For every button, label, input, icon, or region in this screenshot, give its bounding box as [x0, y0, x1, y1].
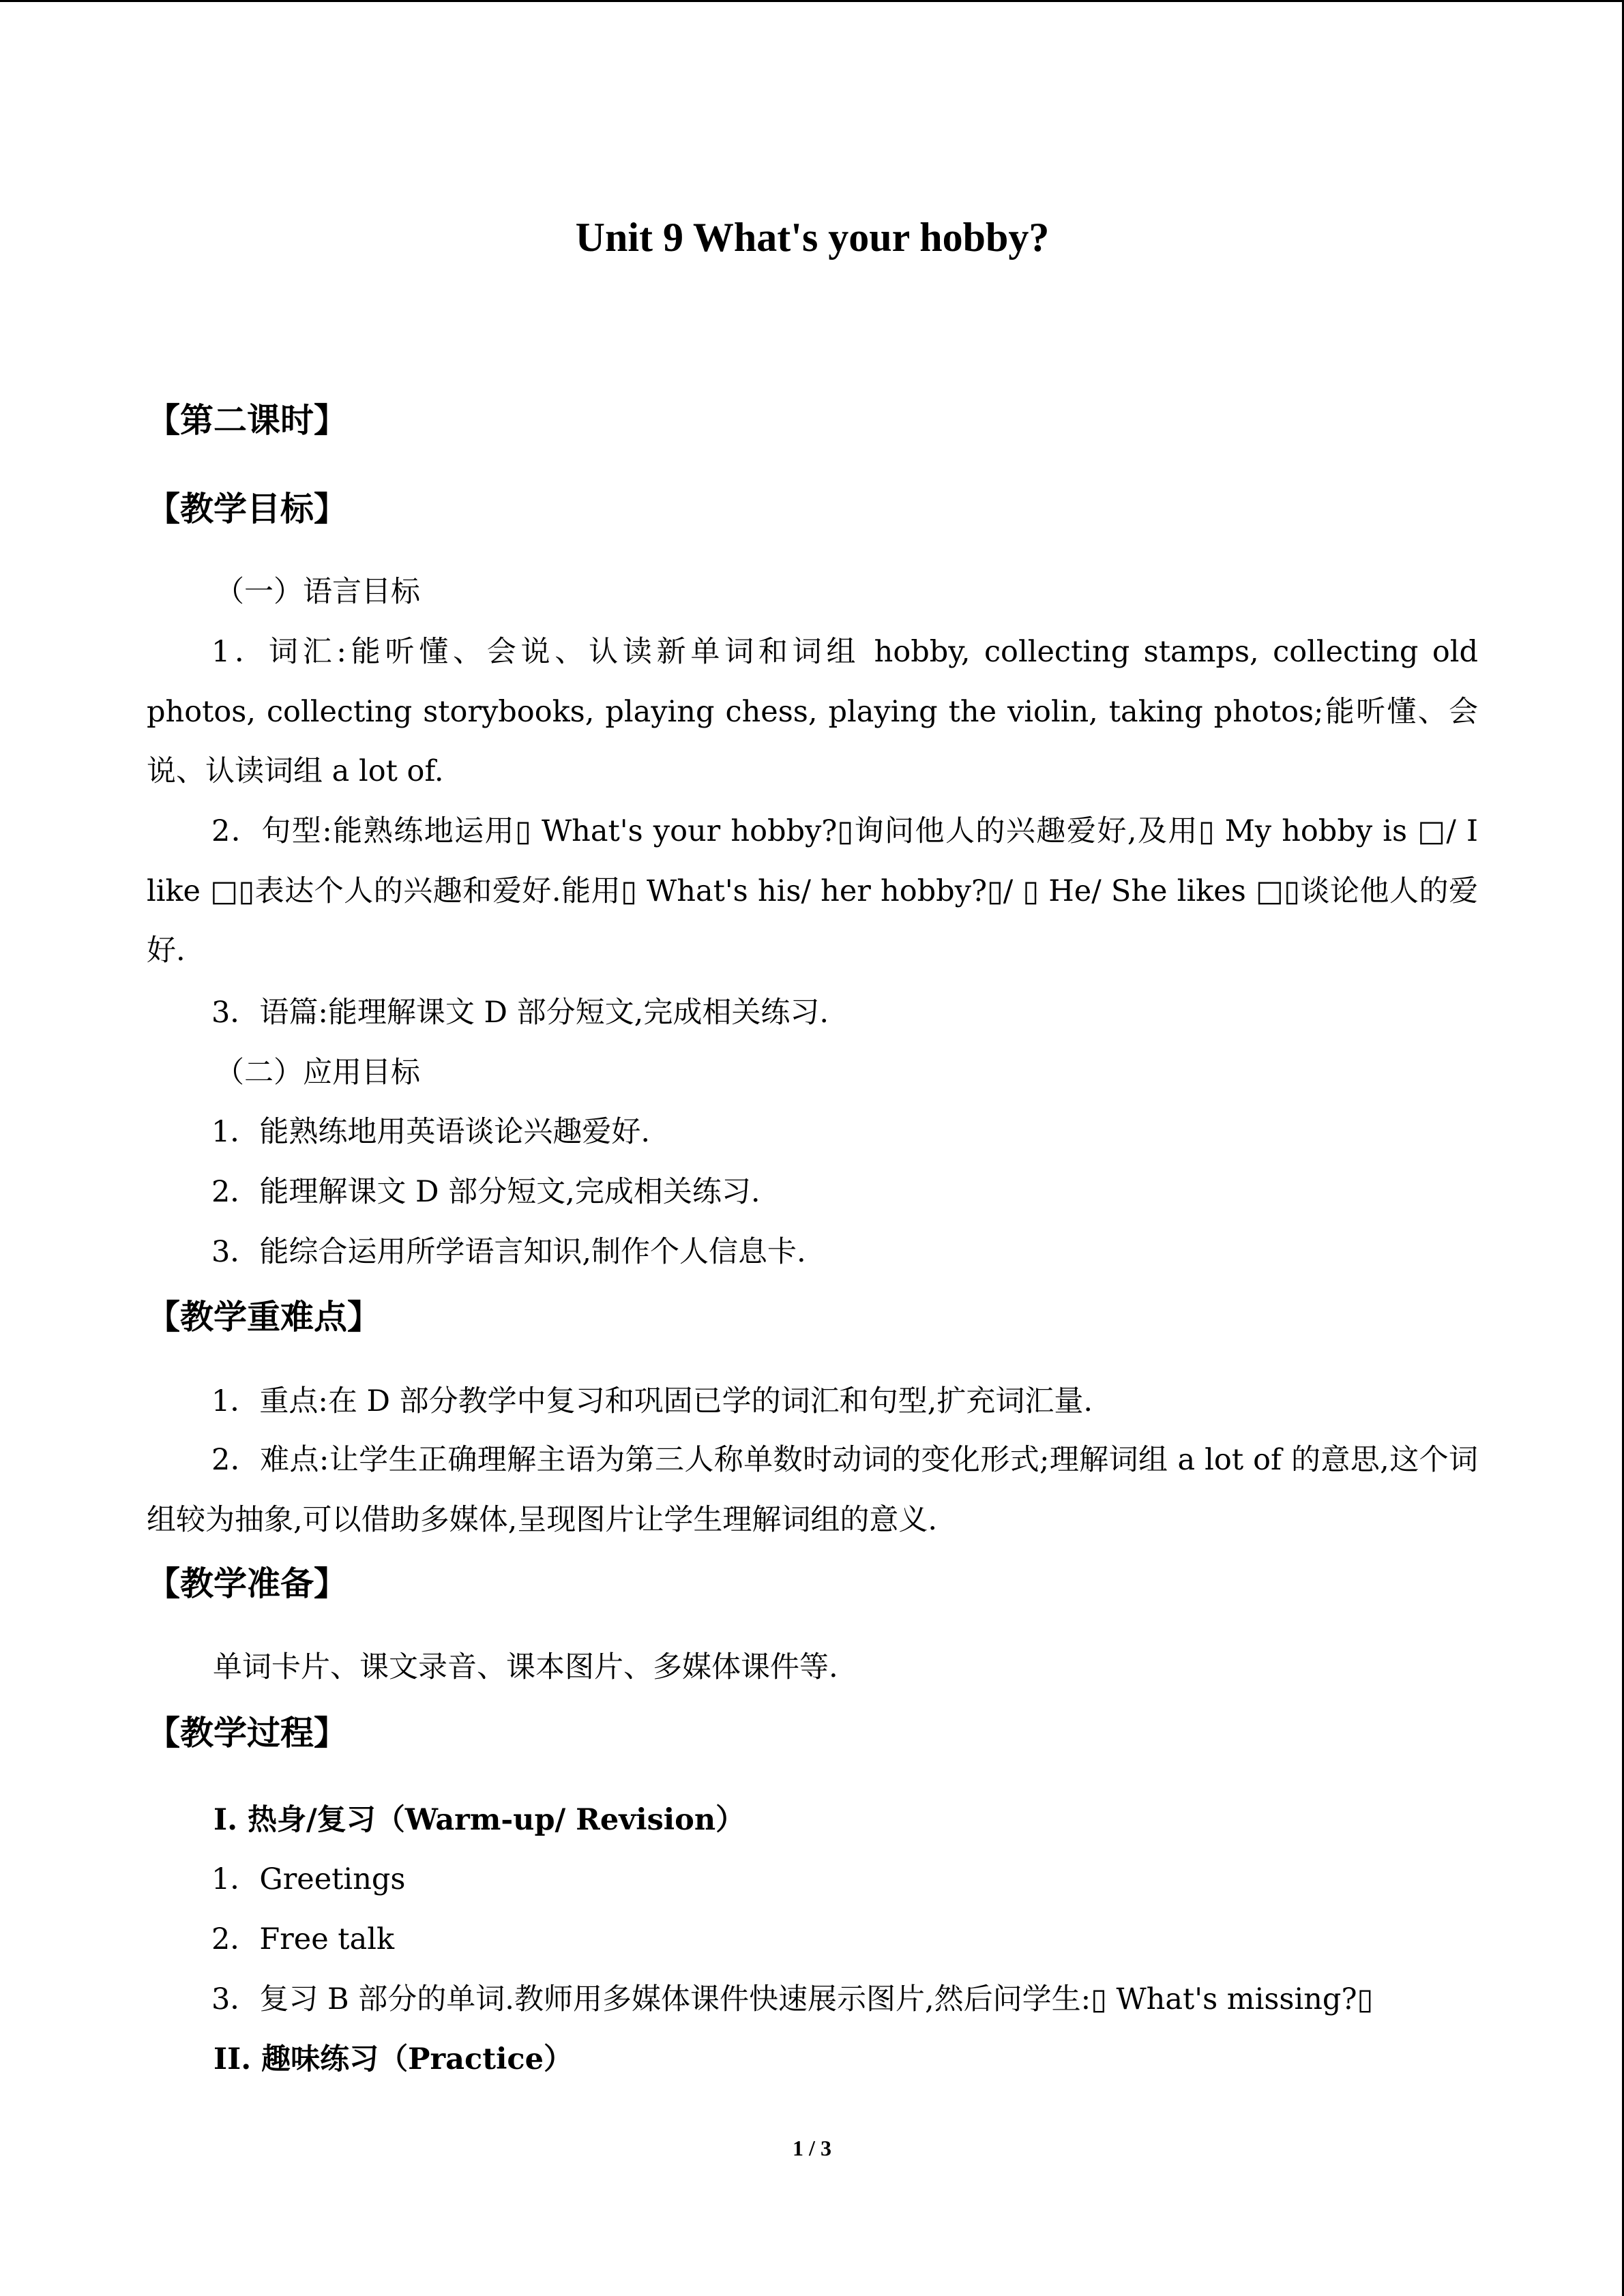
language-objectives-subheading: （一）语言目标 [215, 575, 420, 609]
objective-vocabulary: 1．词汇:能听懂、会说、认读新单词和词组 hobby, collecting stamps, collecting old photos, collecting storybooks, playing chess, playing the violin, taking photos;能听懂、会说、认读词组 a lot of. [147, 635, 1478, 788]
page-number: 1 / 3 [793, 2136, 831, 2160]
objective-discourse: 3．语篇:能理解课文 D 部分短文,完成相关练习. [211, 996, 829, 1030]
process-heading: 【教学过程】 [147, 1714, 348, 1753]
process-step-2: 2．Free talk [211, 1922, 395, 1956]
process-part-2-heading: II. 趣味练习（Practice） [213, 2042, 573, 2076]
preparation-text: 单词卡片、课文录音、课本图片、多媒体课件等. [213, 1650, 838, 1684]
lesson-label: 【第二课时】 [147, 401, 348, 440]
process-step-1: 1．Greetings [211, 1862, 406, 1896]
process-part-1-heading: I. 热身/复习（Warm-up/ Revision） [213, 1803, 745, 1837]
application-item-3: 3．能综合运用所学语言知识,制作个人信息卡. [211, 1235, 806, 1269]
objectives-heading: 【教学目标】 [147, 490, 348, 528]
application-objectives-subheading: （二）应用目标 [215, 1056, 420, 1090]
process-step-3: 3．复习 B 部分的单词.教师用多媒体课件快速展示图片,然后问学生:▯ What's missing?▯ [211, 1982, 1374, 2016]
key-points-heading: 【教学重难点】 [147, 1298, 381, 1337]
application-item-2: 2．能理解课文 D 部分短文,完成相关练习. [211, 1175, 761, 1209]
preparation-heading: 【教学准备】 [147, 1564, 348, 1603]
document-title: Unit 9 What's your hobby? [575, 215, 1050, 260]
key-point-2: 2．难点:让学生正确理解主语为第三人称单数时动词的变化形式;理解词组 a lot of 的意思,这个词组较为抽象,可以借助多媒体,呈现图片让学生理解词组的意义. [147, 1443, 1478, 1537]
key-point-1: 1．重点:在 D 部分教学中复习和巩固已学的词汇和句型,扩充词汇量. [211, 1384, 1093, 1418]
application-item-1: 1．能熟练地用英语谈论兴趣爱好. [211, 1115, 651, 1149]
objective-sentence-patterns: 2．句型:能熟练地运用▯ What's your hobby?▯询问他人的兴趣爱好,及用▯ My hobby is □/ I like □▯表达个人的兴趣和爱好.能用▯ What's his/ her hobby?▯/ ▯ He/ She likes □▯谈论他人的爱好. [147, 814, 1478, 968]
